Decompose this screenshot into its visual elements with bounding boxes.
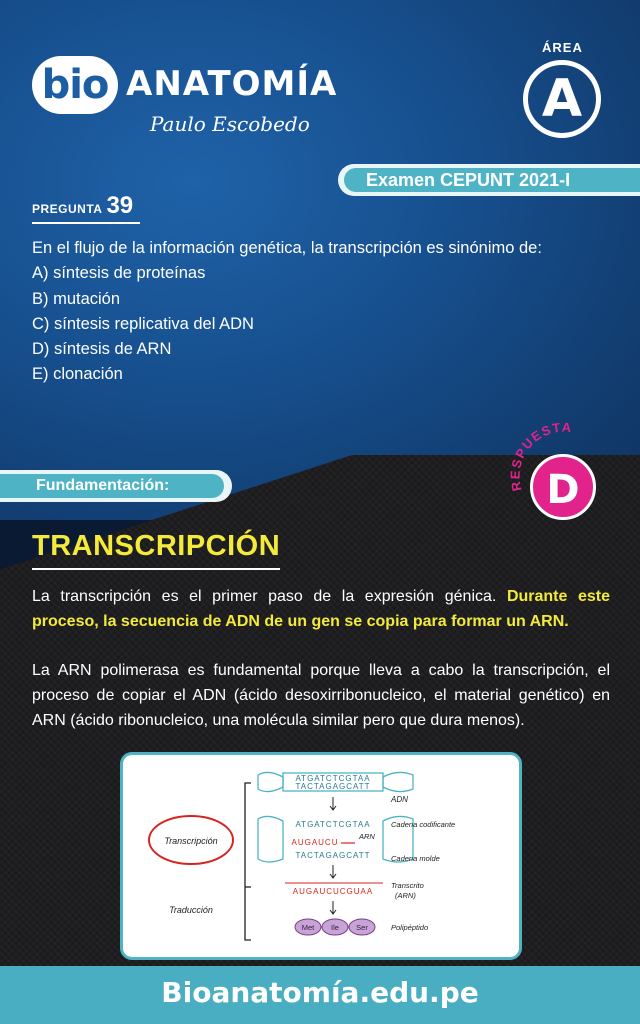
transcript-seq: AUGAUCUCGUAA <box>292 887 374 896</box>
amino-acid-ile-label: Ile <box>331 923 339 932</box>
bioanatomia-logo <box>32 56 338 146</box>
exam-title: Examen CEPUNT 2021-I <box>344 168 640 192</box>
dna-label: ADN <box>391 795 408 804</box>
paragraph-1-highlight: Durante este proceso, la secuencia de ADN de un gen se copia para formar un ARN. <box>32 588 610 630</box>
dna-bottom-seq: TACTAGAGCATT <box>295 782 371 791</box>
template-strand-seq: TACTAGAGCATT <box>295 851 371 860</box>
traduccion-label: Traducción <box>169 905 213 915</box>
option-c: C) síntesis replicativa del ADN <box>32 314 254 333</box>
option-d: D) síntesis de ARN <box>32 340 172 359</box>
section-title-underline <box>32 568 280 570</box>
rna-partial-seq: AUGAUCU <box>291 838 339 847</box>
coding-strand-label: Cadena codificante <box>391 820 456 829</box>
transcripcion-label: Transcripción <box>164 836 218 846</box>
footer-url[interactable]: Bioanatomía.edu.pe <box>161 976 479 1009</box>
logo-author: Paulo Escobedo <box>150 112 310 136</box>
coding-strand-seq: ATGATCTCGTAA <box>295 820 371 829</box>
question-header <box>32 192 133 220</box>
logo-wordmark: ANATOMÍA <box>126 64 338 104</box>
paragraph-1-plain: La transcripción es el primer paso de la expresión génica. <box>32 588 507 605</box>
exam-banner <box>338 164 640 196</box>
rna-label: ARN <box>359 832 375 841</box>
question-label: PREGUNTA <box>32 202 103 216</box>
logo-bio-badge: bio <box>32 56 118 114</box>
question-underline <box>32 222 140 224</box>
option-b: B) mutación <box>32 289 121 308</box>
respuesta-label: RESPUESTA <box>507 420 574 493</box>
answer-badge: D <box>530 454 596 520</box>
area-badge: A <box>523 60 601 138</box>
option-e: E) clonación <box>32 365 123 384</box>
template-strand-label: Cadena molde <box>391 854 440 863</box>
paragraph-2: La ARN polimerasa es fundamental porque lleva a cabo la transcripción, el proceso de copiar el ADN (ácido desoxirribonucleico, el material genético) en ARN (ácido ribonucleico, una molécula similar pero que dura menos). <box>32 662 610 729</box>
fundamentacion-banner <box>0 470 232 502</box>
polypeptide-label: Polipéptido <box>391 923 429 932</box>
process-bracket <box>245 783 251 940</box>
question-number: 39 <box>106 192 134 219</box>
option-a: A) síntesis de proteínas <box>32 264 206 283</box>
fundamentacion-label: Fundamentación: <box>0 474 224 498</box>
transcript-label-1: Transcrito <box>391 881 424 890</box>
section-title: TRANSCRIPCIÓN <box>32 530 281 562</box>
amino-acid-met-label: Met <box>301 923 315 932</box>
transcript-label-2: (ARN) <box>395 891 416 900</box>
footer <box>0 966 640 1024</box>
question-body <box>32 236 612 388</box>
question-stem: En el flujo de la información genética, la transcripción es sinónimo de: <box>32 239 542 257</box>
area-label: ÁREA <box>542 40 583 55</box>
paragraph-1 <box>32 584 610 634</box>
amino-acid-ser-label: Ser <box>356 923 368 932</box>
dna-top-seq: ATGATCTCGTAA <box>295 774 371 783</box>
gene-expression-diagram <box>120 752 522 960</box>
